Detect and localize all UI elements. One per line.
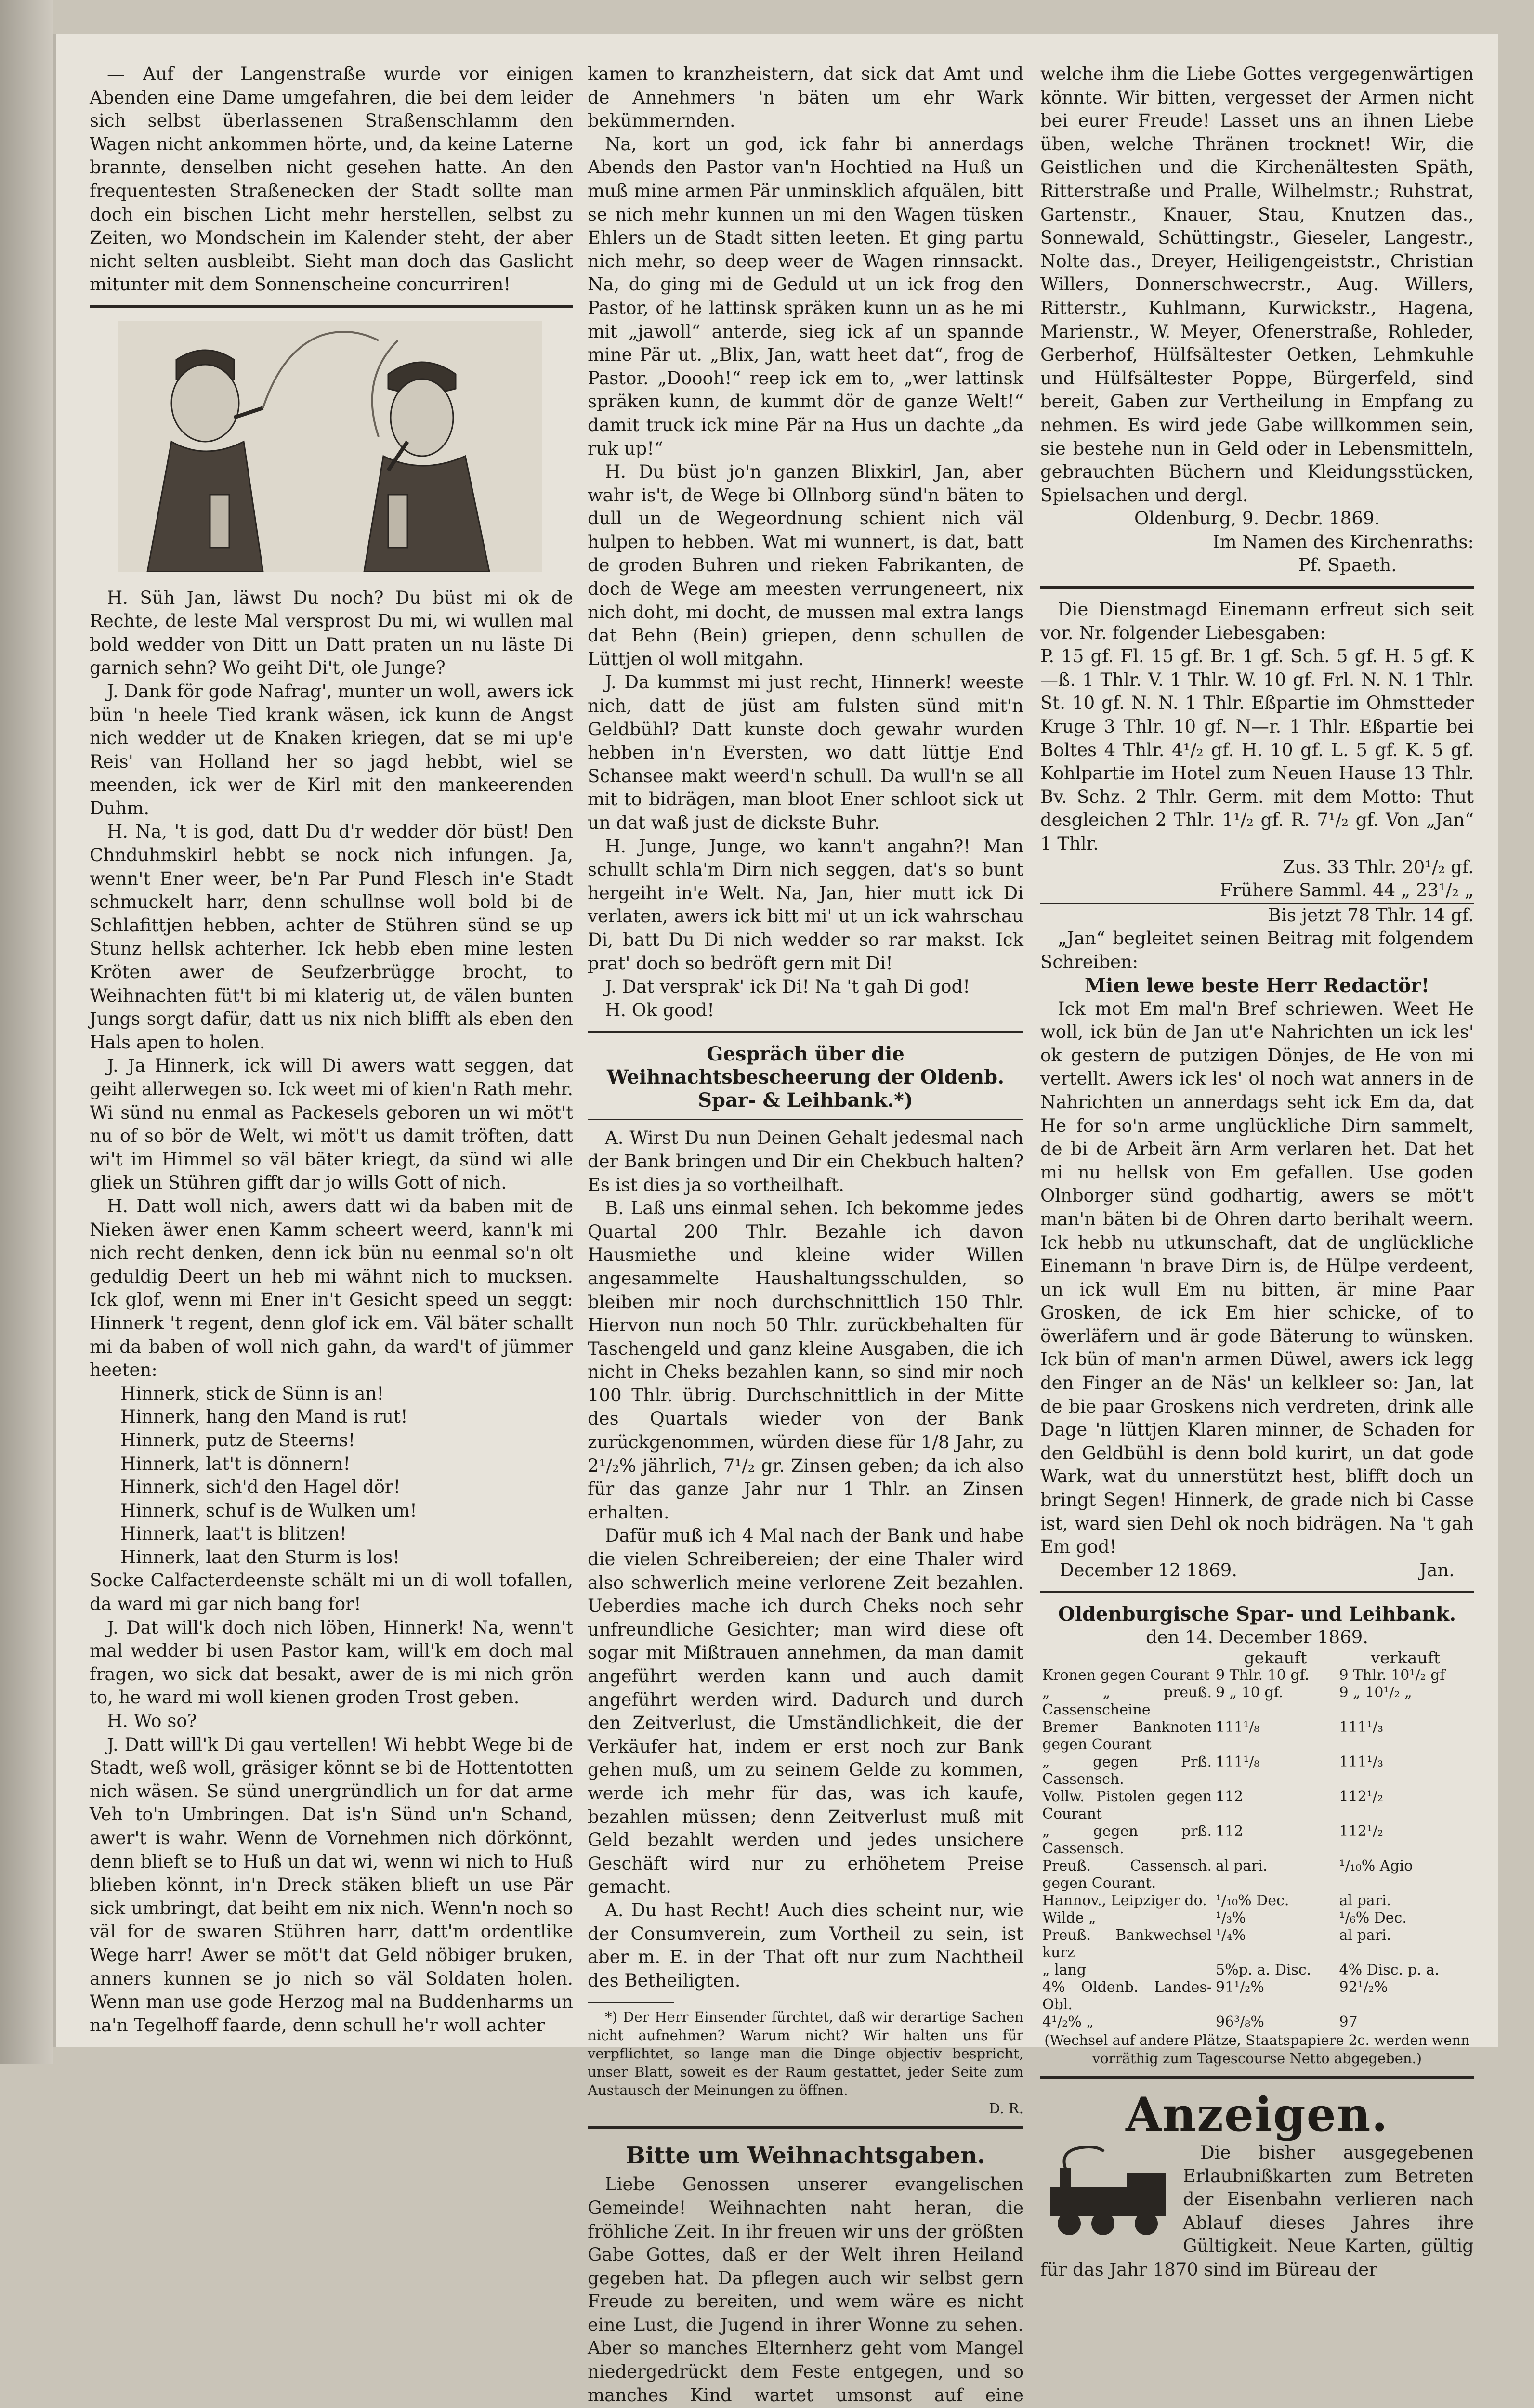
- exchange-rate-table: [1040, 1649, 1474, 2031]
- rate-bought: 111¹/₈: [1216, 1754, 1260, 1770]
- rate-label: 4% Oldenb. Landes-Obl.: [1042, 1979, 1212, 2013]
- donation-list: P. 15 gf. Fl. 15 gf. Br. 1 gf. Sch. 5 gf. H. 5 gf. K—ß. 1 Thlr. V. 1 Thlr. W. 10 gf. Frl. N. N. 1 Thlr. St. 10 gf. N. N. 1 Thlr. Eßpartie im Ohmstteder Kruge 3 Thlr. 10 gf. N—r. 1 Thlr. Eßpartie bei Boltes 4 Thlr. 4¹/₂ gf. H. 10 gf. L. 5 gf. K. 5 gf. Kohlpartie im Hotel zum Neuen Hause 13 Thlr. Bv. Schz. 2 Thlr. Germ. mit dem Motto: Thut desgleichen 2 Thlr. 1¹/₂ gf. R. 7¹/₂ gf. Von „Jan“ 1 Thlr.: [1040, 646, 1474, 854]
- rate-bought: ¹/₃%: [1216, 1910, 1246, 1926]
- divider: [90, 305, 573, 308]
- column-2: [588, 63, 1023, 2408]
- article-paragraph: welche ihm die Liebe Gottes vergegenwärtigen könnte. Wir bitten, vergesset der Armen nicht bei eurer Freude! Lasset uns an ihnen Liebe üben, welche Thränen trocknet! Wir, die Geistlichen und die Kirchenältesten Späth, Ritterstraße und Pralle, Wilhelmstr.; Ruhstrat, Gartenstr., Knauer, Stau, Knutzen das., Sonnewald, Schüttingstr., Gieseler, Langestr., Nolte das., Dreyer, Heiligengeiststr., Christian Willers, Donnerschwecrstr., Aug. Willers, Ritterstr., Kuhlmann, Kurwickstr., Hagena, Marienstr., W. Meyer, Ofenerstraße, Rohleder, Gerberhof, Hülfsältester Oetken, Lehmkuhle und Hülfsältester Poppe, Bürgerfeld, sind bereit, Gaben zur Vertheilung in Empfang zu nehmen. Es wird jede Gabe willkommen sein, sie bestehe nun in Geld oder in Lebensmitteln, gebrauchten Büchern und Kleidungsstücken, Spielsachen und dergl.: [1040, 64, 1474, 506]
- bank-rates-title: Oldenburgische Spar- und Leihbank.: [1058, 1603, 1456, 1626]
- table-row: [1040, 2014, 1474, 2031]
- dialogue-paragraph: H. Datt woll nich, awers datt wi da baben mit de Nieken äwer enen Kamm scheert weerd, kann'k mi nich recht denken, denn ick bün nu eenmal so'n olt geduldig Deert un heb mi wähnt nich to mucksen. Ick glof, wenn mi Ener in't Gesicht speed un seggt: Hinnerk 't regent, denn glof ick em. Väl bäter schallt mi da baben of woll nich gahn, da ward't of jümmer heeten:: [90, 1195, 573, 1381]
- letter-date: December 12 1869.: [1060, 1559, 1238, 1581]
- rate-bought: 111¹/₈: [1216, 1719, 1260, 1736]
- rate-bought: 5%p. a. Disc.: [1216, 1962, 1311, 1978]
- rate-bought: al pari.: [1216, 1858, 1268, 1874]
- dialogue-paragraph: H. Na, 't is god, datt Du d'r wedder dör büst! Den Chnduhmskirl hebbt se nock nich infungen. Ja, wenn't Ener weer, be'n Par Pund Flesch in'e Stadt schmuckelt harr, denn schullnse woll bold bi de Schlafittjen hebben, achter de Stühren sünd se up Stunz hellsk achterher. Ick hebb eben mine lesten Kröten awer de Seufzerbrügge brocht, to Weihnachten füt't bi mi klaterig ut, de välen bunten Jungs sorgt dafür, datt us nix nich blifft als eben den Hals apen to holen.: [90, 821, 573, 1053]
- dialogue-paragraph: H. Junge, Junge, wo kann't angahn?! Man schullt schla'm Dirn nich seggen, dat's so bunt hergeiht in'e Welt. Na, Jan, hier mutt ick Di verlaten, awers ick bitt mi' ut un ick wahrschau Di, batt Du Di nich wedder so rar makst. Ick prat' doch so bedröft gern mit Di!: [588, 836, 1023, 974]
- bank-rates-date: den 14. December 1869.: [1146, 1627, 1368, 1648]
- table-row: [1040, 1788, 1474, 1823]
- advertisements-heading: Anzeigen.: [1126, 2087, 1389, 2142]
- divider: [588, 1119, 1023, 1120]
- rate-label: „ gegen prß. Cassensch.: [1042, 1823, 1212, 1857]
- footnote-rule: [588, 2002, 674, 2003]
- rate-label: Preuß. Cassensch. gegen Courant.: [1042, 1858, 1212, 1892]
- news-item-langenstrasse: — Auf der Langenstraße wurde vor einigen Abenden eine Dame umgefahren, die bei dem leider sich selbst überlassenen Straßenschlamm den Wagen nicht ankommen hörte, und, da keine Laterne brannte, denselben nicht gesehen hatte. An den frequentesten Straßenecken der Stadt sollte man doch ein bischen Licht mehr herstellen, selbst zu Zeiten, wo Mondschein im Kalender steht, der aber nicht selten ausbleibt. Sieht man doch das Gaslicht mitunter mit dem Sonnenscheine concurriren!: [90, 64, 573, 295]
- rate-sold: 9 Thlr. 10¹/₂ gf: [1339, 1667, 1445, 1684]
- article-paragraph: A. Du hast Recht! Auch dies scheint nur, wie der Consumverein, zum Vortheil zu sein, ist aber m. E. in der That oft nur zum Nachtheil des Betheiligten.: [588, 1899, 1023, 1991]
- rate-label: Vollw. Pistolen gegen Courant: [1042, 1788, 1212, 1822]
- donation-previous: Frühere Samml. 44 „ 23¹/₂ „: [1040, 879, 1474, 904]
- rate-sold: al pari.: [1339, 1892, 1391, 1909]
- advertisement-text: Die bisher ausgegebenen Erlaubnißkarten zum Betreten der Eisenbahn verlieren nach Ablauf dieses Jahres ihre Gültigkeit. Neue Karten, gültig für das Jahr 1870 sind im Büreau der: [1040, 2142, 1474, 2280]
- table-row: [1040, 1910, 1474, 1927]
- table-header-row: [1040, 1649, 1474, 1667]
- dialogue-paragraph: H. Du büst jo'n ganzen Blixkirl, Jan, aber wahr is't, de Wege bi Ollnborg sünd'n bäten to dull un de Wegeordnung schient nich väl hulpen to hebben. Wat mi wunnert, is dat, batt de groden Buhren und rieken Fabrikanten, de doch de Wege am meesten verrungeneert, nix nich doht, mi docht, de mussen mal extra langs dat Behn (Bein) griepen, denn schullen de Lüttjen ol woll mitgahn.: [588, 461, 1023, 669]
- rate-sold: 112¹/₂: [1339, 1823, 1383, 1840]
- dialogue-paragraph: H. Wo so?: [107, 1711, 197, 1732]
- dialogue-paragraph: H. Ok good!: [605, 999, 715, 1021]
- rate-label: Kronen gegen Courant: [1042, 1667, 1210, 1684]
- binding-shadow: [0, 0, 53, 2064]
- rate-label: Preuß. Bankwechsel kurz: [1042, 1927, 1212, 1961]
- verse-line: Hinnerk, lat't is dönnern!: [120, 1453, 351, 1474]
- signature-line: Im Namen des Kirchenraths:: [1212, 531, 1474, 552]
- table-row: [1040, 1667, 1474, 1684]
- rate-bought: 96³/₈%: [1216, 2014, 1264, 2030]
- dialogue-paragraph: J. Da kummst mi just recht, Hinnerk! weeste nich, datt de jüst am fulsten sünd mit'n Geldbühl? Datt kunste doch gewahr wurden hebben in'n Eversten, wo datt lüttje End Schansee makt weerd'n schull. Da wull'n se all mit to bidrägen, man bloot Ener schloot sick ut un dat waß just de dickste Buhr.: [588, 672, 1023, 833]
- rate-label: 4¹/₂% „: [1042, 2014, 1094, 2030]
- rate-sold: 92¹/₂%: [1339, 1979, 1388, 1996]
- verse-line: Hinnerk, sich'd den Hagel dör!: [120, 1477, 401, 1498]
- rate-sold: ¹/₆% Dec.: [1339, 1910, 1407, 1926]
- divider: [1040, 586, 1474, 589]
- footnote-signature: D. R.: [989, 2100, 1023, 2117]
- dialogue-paragraph: J. Dat will'k doch nich löben, Hinnerk! Na, wenn't mal wedder bi usen Pastor kam, will'k em doch mal fragen, wo sick dat besakt, awer de is mi nich grön to, he ward mi woll kienen groden Trost geben.: [90, 1617, 573, 1708]
- rate-bought: 9 „ 10 gf.: [1216, 1684, 1284, 1701]
- article-paragraph: A. Wirst Du nun Deinen Gehalt jedesmal nach der Bank bringen und Dir ein Chekbuch halten? Es ist dies ja so vortheilhaft.: [588, 1127, 1023, 1195]
- donation-sum: Zus. 33 Thlr. 20¹/₂ gf.: [1282, 856, 1474, 877]
- verse-block: [90, 1382, 573, 1570]
- letter-salutation: Mien lewe beste Herr Redactör!: [1084, 974, 1430, 997]
- article-paragraph: B. Laß uns einmal sehen. Ich bekomme jedes Quartal 200 Thlr. Bezahle ich davon Hausmiethe und kleine wider Willen angesammelte Haushaltungsschulden, so bleiben mir noch durchschnittlich 150 Thlr. Hiervon nun noch 50 Thlr. zurückbehalten für Taschengeld und ganz kleine Ausgaben, die ich nicht in Cheks bezahlen kann, so sind mir noch 100 Thlr. übrig. Durchschnittlich in der Mitte des Quartals wieder von der Bank zurückgenommen, würden diese für 1/8 Jahr, zu 2¹/₂% jährlich, 7¹/₂ gr. Zinsen geben; da ich also für das ganze Jahr nur 1 Thlr. an Zinsen erhalten.: [588, 1198, 1023, 1523]
- rate-sold: al pari.: [1339, 1927, 1391, 1944]
- dialogue-paragraph: H. Süh Jan, läwst Du noch? Du büst mi ok de Rechte, de leste Mal versprost Du mi, wi wullen mal bold wedder von Ditt un Datt praten un nu läste Di garnich sehn? Wo geiht Di't, ole Junge?: [90, 587, 573, 679]
- divider: [588, 2126, 1023, 2129]
- column-header-bought: gekauft: [1244, 1649, 1307, 1668]
- footnote: *) Der Herr Einsender fürchtet, daß wir derartige Sachen nicht aufnehmen? Warum nicht? Wir halten uns für verpflichtet, so lange man die Dinge objectiv bespricht, unser Blatt, soweit es der Raum gestattet, jeder Seite zum Austausch der Meinungen zu öffnen.: [588, 2009, 1023, 2099]
- article-paragraph: Dafür muß ich 4 Mal nach der Bank und habe die vielen Schreibereien; der eine Thaler wird also schwerlich meine verlorene Zeit bezahlen. Ueberdies mache ich durch Cheks noch sehr unfreundliche Gesichter; man wird diese oft sogar mit Mißtrauen annehmen, da man damit angeführt werden kann und auch damit angeführt werden wird. Dadurch und durch den Zeitverlust, die Umständlichkeit, die der Verkäufer hat, indem er erst noch zur Bank gehen muß, um zu seinem Gelde zu kommen, werde ich mehr für das, was ich kaufe, bezahlen müssen; denn Zeitverlust muß mit Geld bezahlt werden und jedes unsichere Geschäft wird nur zu erhöhetem Preise gemacht.: [588, 1525, 1023, 1898]
- rate-sold: 4% Disc. p. a.: [1339, 1962, 1440, 1978]
- letter-intro: „Jan“ begleitet seinen Beitrag mit folgendem Schreiben:: [1040, 928, 1474, 972]
- rate-label: Wilde „: [1042, 1910, 1096, 1926]
- two-men-smoking-illustration: [118, 321, 542, 572]
- rate-sold: 111¹/₃: [1339, 1754, 1383, 1770]
- divider: [1040, 2076, 1474, 2079]
- rate-sold: 111¹/₃: [1339, 1719, 1383, 1736]
- rate-sold: 112¹/₂: [1339, 1788, 1383, 1805]
- table-row: [1040, 1684, 1474, 1719]
- article-paragraph: Liebe Genossen unserer evangelischen Gemeinde! Weihnachten naht heran, die fröhliche Zeit. In ihr freuen wir uns der größten Gabe Gottes, daß er der Welt ihren Heiland gegeben hat. Da pflegen auch wir selbst gern Freude zu bereiten, und wem wäre es nicht eine Lust, die Jugend in ihrer Wonne zu sehen. Aber so manches Elternherz geht vom Mangel niedergedrückt dem Feste entgegen, und so manches Kind wartet umsonst auf eine: [588, 2174, 1023, 2406]
- dialogue-paragraph: Na, kort un god, ick fahr bi annerdags Abends den Pastor van'n Hochtied na Huß un muß mine armen Pär unminsklich afquälen, bitt se nich mehr kunnen un mi den Wagen tüsken Ehlers un de Stadt sitten leeten. Et ging partu nich mehr, so deep weer de Wagen rinnsackt. Na, do ging mi de Geduld ut un ick frog den Pastor, of he lattinsk spräken kunn un as he mi mit „jawoll“ anterde, sieg ick af un spannde mine Pär ut. „Blix, Jan, watt heet dat“, frog de Pastor. „Doooh!“ reep ick em to, „wer lattinsk spräken kunn, de kummt dör de ganze Welt!“ damit truck ick mine Pär na Hus un dachte „da ruk up!“: [588, 133, 1023, 459]
- table-row: [1040, 1754, 1474, 1788]
- verse-line: Hinnerk, hang den Mand is rut!: [120, 1406, 408, 1427]
- letter-signature: Jan.: [1419, 1559, 1455, 1581]
- rate-bought: ¹/₁₀% Dec.: [1216, 1892, 1289, 1909]
- verse-line: Hinnerk, laat den Sturm is los!: [120, 1546, 400, 1568]
- verse-line: Hinnerk, stick de Sünn is an!: [120, 1383, 384, 1404]
- divider: [1040, 1591, 1474, 1593]
- table-row: [1040, 1962, 1474, 1979]
- rate-label: Bremer Banknoten gegen Courant: [1042, 1719, 1212, 1753]
- divider: [588, 1031, 1023, 1033]
- column-3: [1040, 63, 1474, 2282]
- dialogue-paragraph: kamen to kranzheistern, dat sick dat Amt und de Annehmers 'n bäten um ehr Wark bekümmernden.: [588, 64, 1023, 131]
- rate-bought: ¹/₄%: [1216, 1927, 1246, 1944]
- letter-body: Ick mot Em mal'n Bref schriewen. Weet He woll, ick bün de Jan ut'e Nahrichten un ick les' ok gestern de putzigen Dönjes, de He von mi vertellt. Awers ick les' ol noch wat anners in de Nahrichten un annerdags seht ick Em da, dat He for so'n arme unglückliche Dirn sammelt, de bi de Arbeit ärn Arm verlaren het. Dat het mi nu hellsk von Em gefallen. Use goden Olnborger sünd godhartig, awers se möt't man'n bäten bi de Ohren darto berihalt weern. Ick hebb nu utkunschaft, dat de unglückliche Einemann 'n brave Dirn is, de Hülpe verdeent, un ick wull Em nu bitten, är mine Paar Grosken, de ick Em hier schicke, of to öwerläfern und är gode Bäterung to wünsken. Ick bün of man'n armen Düwel, awers ick legg den Finger an de Näs' un kelkleer so: Jan, lat de bie paar Groskens nich verdreten, drink alle Dage 'n lüttjen Klaren minner, de Schaden for den Geldbühl is denn bold kurirt, un dat gode Wark, wat du unnerstützt hest, blifft doch un bringt Segen! Hinnerk, de grade nich bi Casse ist, ward sien Dehl ok noch bidrägen. Na 't gah Em god!: [1040, 998, 1474, 1557]
- verse-line: Hinnerk, putz de Steerns!: [120, 1429, 355, 1451]
- article-headline: Gespräch über die Weihnachtsbescheerung der Oldenb. Spar- & Leihbank.*): [606, 1043, 1005, 1112]
- signature-name: Pf. Spaeth.: [1298, 555, 1397, 576]
- rate-sold: 9 „ 10¹/₂ „: [1339, 1684, 1412, 1701]
- column-1: [90, 63, 573, 2037]
- verse-line: Hinnerk, schuf is de Wulken um!: [120, 1500, 417, 1521]
- article-headline: Bitte um Weihnachtsgaben.: [626, 2142, 985, 2170]
- table-row: [1040, 1979, 1474, 2014]
- dialogue-paragraph: J. Dank för gode Nafrag', munter un woll, awers ick bün 'n heele Tied krank wäsen, ick kunn de Angst nich wedder ut de Knaken kriegen, dat se mi up'e Reis' van Holland her so jagd hebbt, wiel se meenden, ick wer de Kirl mit den mankeerenden Duhm.: [90, 681, 573, 819]
- rate-bought: 9 Thlr. 10 gf.: [1216, 1667, 1310, 1684]
- table-row: [1040, 1858, 1474, 1892]
- rate-label: „ „ preuß. Cassenscheine: [1042, 1684, 1212, 1718]
- table-row: [1040, 1719, 1474, 1754]
- locomotive-icon: [1040, 2144, 1175, 2240]
- dialogue-paragraph: Socke Calfacterdeenste schält mi un di woll tofallen, da ward mi gar nich bang for!: [90, 1570, 573, 1615]
- donation-intro: Die Dienstmagd Einemann erfreut sich seit vor. Nr. folgender Liebesgaben:: [1040, 599, 1474, 643]
- bank-rates-note: (Wechsel auf andere Plätze, Staatspapiere 2c. werden wenn vorräthig zum Tagescourse Netto abgegeben.): [1044, 2032, 1470, 2067]
- table-row: [1040, 1927, 1474, 1962]
- rate-sold: ¹/₁₀% Agio: [1339, 1858, 1413, 1874]
- rate-label: Hannov., Leipziger do.: [1042, 1892, 1207, 1909]
- dialogue-paragraph: J. Ja Hinnerk, ick will Di awers watt seggen, dat geiht allerwegen so. Ick weet mi of kien'n Rath mehr. Wi sünd nu enmal as Packesels geboren un wi möt't nu of so bör de Welt, wi möt't us damit tröften, datt wi't im Himmel so väl bäter kriegt, da sünd wi alle gliek un Stühren gifft dar jo wills Gott of nich.: [90, 1055, 573, 1193]
- dialogue-paragraph: J. Dat versprak' ick Di! Na 't gah Di god!: [605, 976, 970, 997]
- rate-sold: 97: [1339, 2014, 1358, 2030]
- donation-total: Bis jetzt 78 Thlr. 14 gf.: [1268, 904, 1474, 926]
- verse-line: Hinnerk, laat't is blitzen!: [120, 1523, 347, 1544]
- rate-label: „ lang: [1042, 1962, 1087, 1978]
- table-row: [1040, 1823, 1474, 1858]
- rate-bought: 112: [1216, 1823, 1244, 1840]
- column-header-sold: verkauft: [1370, 1649, 1441, 1668]
- rate-bought: 91¹/₂%: [1216, 1979, 1264, 1996]
- dialogue-paragraph: J. Datt will'k Di gau vertellen! Wi hebbt Wege bi de Stadt, weß woll, gräsiger könnt se bi de Hottentotten nich wäsen. Se sünd unergründlich un for dat arme Veh to'n Umbringen. Dat is'n Sünd un'n Schand, awer't is wahr. Wenn de Vornehmen nich dörkönnt, denn blieft se to Huß un dat wi, wenn wi nich to Huß blieben könnt, in'n Dreck stäken blieft un use Pär sick umbringt, dat beiht em nix nich. Wenn'n noch so väl for de swaren Stühren harr, datt'm ordentlike Wege harr! Awer se möt't dat Geld nöbiger bruken, anners kunnen se jo nich so väl Soldaten holen. Wenn man use gode Herzog mal na Buddenharms un na'n Tegelhoff faarde, denn schull he'r woll achter: [90, 1734, 573, 2036]
- letter-footer: [1040, 1559, 1474, 1583]
- rate-bought: 112: [1216, 1788, 1244, 1805]
- table-row: [1040, 1892, 1474, 1910]
- rate-label: „ gegen Prß. Cassensch.: [1042, 1754, 1212, 1788]
- dateline: Oldenburg, 9. Decbr. 1869.: [1134, 508, 1380, 529]
